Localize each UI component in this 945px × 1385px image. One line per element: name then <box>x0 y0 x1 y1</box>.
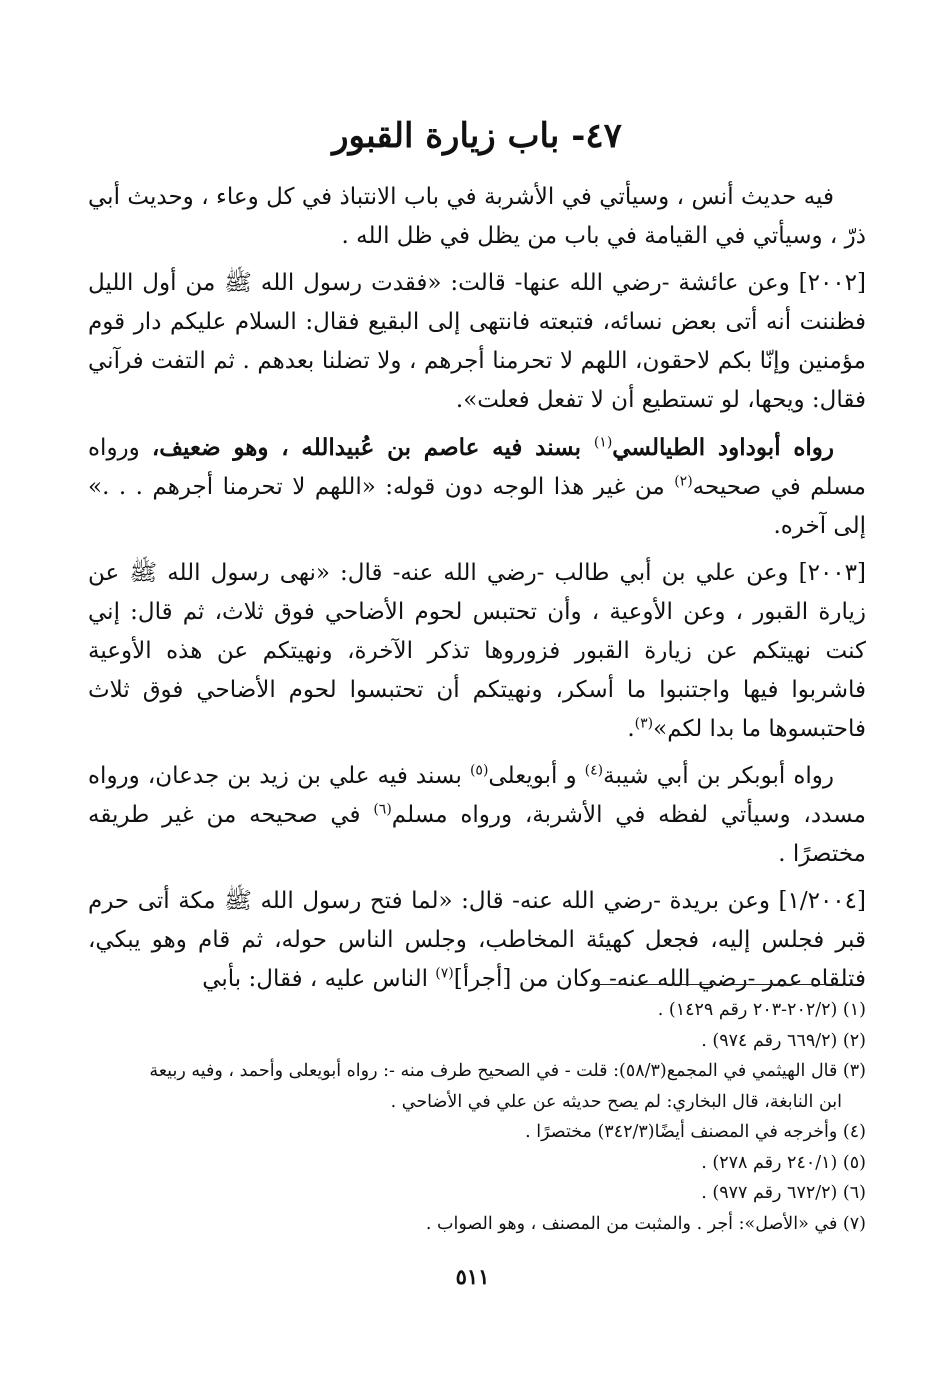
footnote-ref-2: (٢) <box>674 473 693 490</box>
hadith-2002: [٢٠٠٢] وعن عائشة -رضي الله عنها- قالت: «فقدت رسول الله ﷺ من أول الليل فظننت أنه أتى بعض نسائه، فتبعته فانتهى إلى البقيع فقال: السلام عليكم دار قوم مؤمنين وإنّا بكم لاحقون، اللهم لا تحرمنا أجرهم ، ولا تضلنا بعدهم . ثم التفت فرآني فقال: ويحها، لو تستطيع أن لا تفعل فعلت». <box>88 270 866 413</box>
takhrij-2002-narrator: رواه أبوداود الطيالسي <box>612 434 834 461</box>
takhrij-2003-part3: بسند فيه علي بن زيد بن جدعان، ورواه مسدد، وسيأتي لفظه في الأشربة، ورواه مسلم <box>88 763 866 828</box>
footnote-3: (٣) قال الهيثمي في المجمع(٥٨/٣): قلت - في الصحيح طرف منه -: رواه أبويعلى وأحمد ، وفيه ربيعة <box>149 1061 866 1081</box>
takhrij-2002-isnad: بسند فيه عاصم بن عُبيدالله ، وهو ضعيف، <box>151 434 594 461</box>
footnote-1: (١) (٢٠٢/٢-٢٠٣ رقم ١٤٢٩) . <box>657 1000 866 1020</box>
footnote-ref-3: (٣) <box>634 715 654 732</box>
footnote-2: (٢) (٦٦٩/٢ رقم ٩٧٤) . <box>701 1030 866 1051</box>
takhrij-2003-part2: و أبويعلى <box>488 763 585 789</box>
takhrij-2002-rest: من غير هذا الوجه دون قوله: «اللهم لا تحرمنا أجرهم . . .» إلى آخره. <box>88 474 866 539</box>
footnote-6: (٦) (٦٧٢/٢ رقم ٩٧٧) . <box>701 1183 866 1203</box>
footnote-separator <box>591 984 857 985</box>
chapter-title: ٤٧- باب زيارة القبور <box>332 116 622 156</box>
footnotes <box>88 995 866 1239</box>
hadith-2003-end: . <box>627 716 635 742</box>
takhrij-2003 <box>88 757 866 874</box>
footnote-ref-4: (٤) <box>584 762 604 779</box>
footnote-ref-1: (١) <box>593 434 613 451</box>
footnote-ref-5: (٥) <box>469 762 489 779</box>
hadith-2004-part1: [١/٢٠٠٤] وعن بريدة -رضي الله عنه- قال: «لما فتح رسول الله ﷺ مكة أتى حرم قبر فجلس إليه، فجعل كهيئة المخاطب، وجلس الناس حوله، ثم قام وهو يبكي، فتلقاه عمر -رضي الله عنه- وكان من [أجرأ] <box>88 888 866 992</box>
page-number: ٥١١ <box>455 1264 490 1289</box>
footnote-ref-6: (٦) <box>373 801 392 818</box>
intro-paragraph: فيه حديث أنس ، وسيأتي في الأشربة في باب الانتباذ في كل وعاء ، وحديث أبي ذرّ ، وسيأتي في القيامة في باب من يظل في ظل الله . <box>88 184 866 249</box>
hadith-2003 <box>88 554 866 749</box>
footnote-4: (٤) وأخرجه في المصنف أيضًا(٣٤٢/٣) مختصرًا . <box>525 1122 866 1142</box>
takhrij-2003-part1: رواه أبوبكر بن أبي شيبة <box>603 763 834 789</box>
hadith-2004-part2: الناس عليه ، فقال: بأبي <box>202 966 436 992</box>
page-body <box>88 110 866 1007</box>
footnote-5: (٥) (٢٤٠/١ رقم ٢٧٨) . <box>701 1152 866 1173</box>
footnote-7: (٧) في «الأصل»: أجر . والمثبت من المصنف ، وهو الصواب . <box>425 1213 866 1234</box>
hadith-2004 <box>88 882 866 999</box>
takhrij-2002-muslim: ورواه مسلم في صحيحه <box>88 435 866 500</box>
takhrij-2002 <box>88 428 866 546</box>
footnote-3-continued: ابن النابغة، قال البخاري: لم يصح حديثه عن علي في الأضاحي . <box>390 1091 842 1112</box>
hadith-2003-text: [٢٠٠٣] وعن علي بن أبي طالب -رضي الله عنه- قال: «نهى رسول الله ﷺ عن زيارة القبور ، وعن الأوعية ، وأن تحتبس لحوم الأضاحي فوق ثلاث، ثم قال: إني كنت نهيتكم عن زيارة القبور فزوروها تذكر الآخرة، ونهيتكم عن هذه الأوعية فاشربوا فيها واجتنبوا ما أسكر، ونهيتكم أن تحتبسوا لحوم الأضاحي فوق ثلاث فاحتبسوها ما بدا لكم» <box>88 560 866 742</box>
takhrij-2003-part4: في صحيحه من غير طريقه مختصرًا . <box>88 802 866 867</box>
footnote-ref-7: (٧) <box>435 965 454 982</box>
